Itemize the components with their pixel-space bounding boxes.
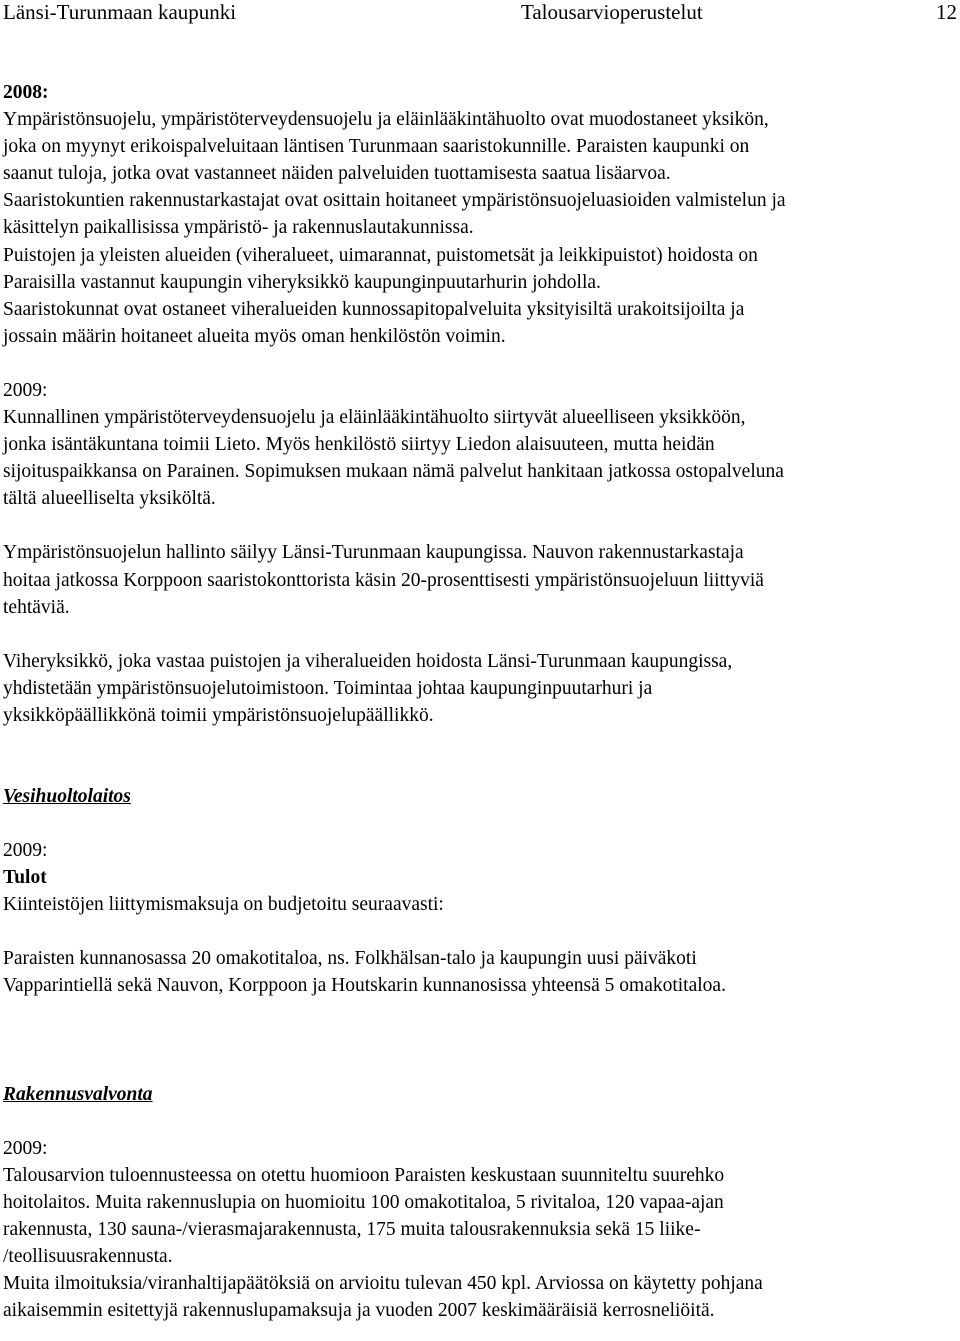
text-line: Paraisilla vastannut kaupungin viheryksikkö kaupunginpuutarhurin johdolla. [3,271,601,293]
text-line: Muita ilmoituksia/viranhaltijapäätöksiä on arvioitu tulevan 450 kpl. Arviossa on käytetty pohjana [3,1273,763,1295]
section-title-rakennusvalvonta: Rakennusvalvonta [3,1083,153,1105]
text-line: jossain määrin hoitaneet alueita myös oman henkilöstön voimin. [3,325,506,347]
header-page-number: 12 [936,0,957,24]
text-line: hoitaa jatkossa Korppoon saaristokonttorista käsin 20-prosenttisesti ympäristönsuojeluun liittyviä [3,569,764,591]
page-header [0,0,960,30]
text-line: käsittelyn paikallisissa ympäristö- ja rakennuslautakunnissa. [3,217,474,239]
text-line: tehtäviä. [3,596,70,618]
text-line: Kiinteistöjen liittymismaksuja on budjetoitu seuraavasti: [3,894,444,916]
text-line: Ympäristönsuojelun hallinto säilyy Länsi-Turunmaan kaupungissa. Nauvon rakennustarkastaja [3,542,744,564]
text-line: jonka isäntäkuntana toimii Lieto. Myös henkilöstö siirtyy Liedon alaisuuteen, mutta heidän [3,434,715,456]
text-line: yhdistetään ympäristönsuojelutoimistoon. Toimintaa johtaa kaupunginpuutarhuri ja [3,677,653,699]
text-line: aikaisemmin esitettyjä rakennuslupamaksuja ja vuoden 2007 keskimääräisiä kerrosneliöitä. [3,1300,715,1322]
year-heading-2009: 2009: [3,379,48,401]
text-line: sijoituspaikkansa on Parainen. Sopimuksen mukaan nämä palvelut hankitaan jatkossa ostopalveluna [3,461,784,483]
text-line: saanut tuloja, jotka ovat vastanneet näiden palveluiden tuottamisesta saatua lisäarvoa. [3,163,671,185]
text-line: Paraisten kunnanosassa 20 omakotitaloa, ns. Folkhälsan-talo ja kaupungin uusi päiväkoti [3,948,697,970]
text-line: /teollisuusrakennusta. [3,1246,173,1267]
year-heading-2009: 2009: [3,1137,48,1159]
document-body [3,79,958,1324]
text-line: Saaristokuntien rakennustarkastajat ovat osittain hoitaneet ympäristönsuojeluasioiden valmistelun ja [3,190,786,212]
text-line: rakennusta, 130 sauna-/vierasmajarakennusta, 175 muita talousrakennuksia sekä 15 liike- [3,1218,701,1240]
text-line: yksikköpäällikkönä toimii ympäristönsuojelupäällikkö. [3,704,434,726]
subheading-tulot: Tulot [3,867,47,889]
header-organization: Länsi-Turunmaan kaupunki [3,0,237,24]
text-line: Viheryksikkö, joka vastaa puistojen ja viheralueiden hoidosta Länsi-Turunmaan kaupungissa, [3,650,733,672]
year-heading-2008: 2008: [3,82,49,103]
text-line: hoitolaitos. Muita rakennuslupia on huomioitu 100 omakotitaloa, 5 rivitaloa, 120 vapaa-ajan [3,1191,724,1213]
text-line: Saaristokunnat ovat ostaneet viheralueiden kunnossapitopalveluita yksityisiltä urakoitsijoilta ja [3,298,745,320]
text-line: joka on myynyt erikoispalveluitaan läntisen Turunmaan saaristokunnille. Paraisten kaupunki on [3,136,750,158]
text-line: Talousarvion tuloennusteessa on otettu huomioon Paraisten keskustaan suunniteltu suurehko [3,1164,725,1186]
year-heading-2009: 2009: [3,840,48,862]
text-line: tältä alueelliselta yksiköltä. [3,488,216,510]
section-title-vesihuoltolaitos: Vesihuoltolaitos [3,785,131,807]
text-line: Puistojen ja yleisten alueiden (viheralueet, uimarannat, puistometsät ja leikkipuistot) hoidosta on [3,244,758,266]
text-line: Vapparintiellä sekä Nauvon, Korppoon ja Houtskarin kunnanosissa yhteensä 5 omakotitaloa. [3,975,726,997]
text-line: Kunnallinen ympäristöterveydensuojelu ja eläinlääkintähuolto siirtyvät alueelliseen yksikköön, [3,407,746,429]
header-document-title: Talousarvioperustelut [521,0,703,24]
text-line: Ympäristönsuojelu, ympäristöterveydensuojelu ja eläinlääkintähuolto ovat muodostaneet yksikön, [3,109,769,131]
